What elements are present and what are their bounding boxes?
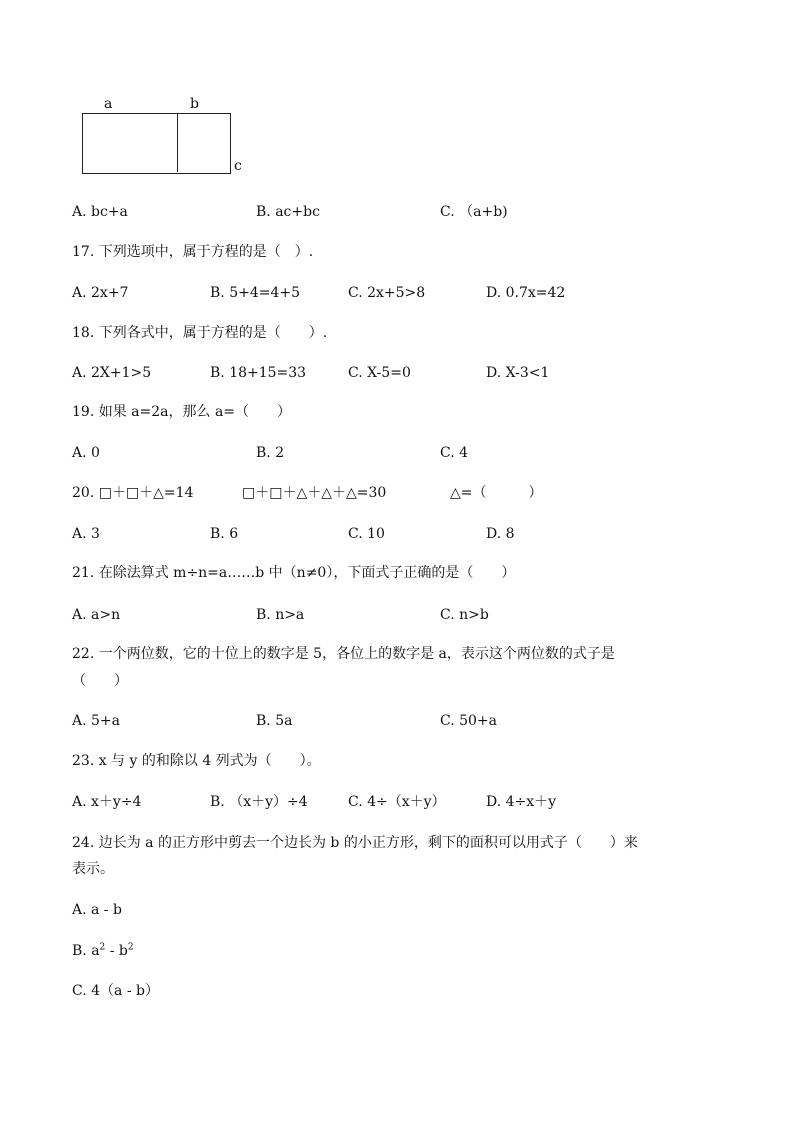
q23-stem: 23. x 与 y 的和除以 4 列式为（ ）。 bbox=[72, 753, 321, 769]
rectangle-divider bbox=[177, 113, 178, 172]
q20-option-d: D. 8 bbox=[486, 526, 515, 542]
q18-option-d: D. X-3<1 bbox=[486, 365, 550, 381]
q24-option-a: A. a - b bbox=[72, 902, 122, 918]
q24-option-b-middle: - b bbox=[105, 943, 128, 959]
q17-option-a: A. 2x+7 bbox=[72, 285, 129, 301]
q20-stem-part2: □＋□＋△＋△＋△=30 bbox=[242, 485, 387, 501]
q16-option-a: A. bc+a bbox=[72, 204, 128, 220]
q20-stem-part1: 20. □＋□＋△=14 bbox=[72, 485, 194, 501]
q17-option-b: B. 5+4=4+5 bbox=[210, 285, 301, 301]
q20-stem-part3: △=（ ） bbox=[450, 485, 543, 501]
q20-option-c: C. 10 bbox=[348, 526, 385, 542]
q19-option-b: B. 2 bbox=[256, 445, 285, 461]
q24-option-b-exponent-2: 2 bbox=[127, 942, 134, 953]
q20-option-a: A. 3 bbox=[72, 526, 100, 542]
q19-stem: 19. 如果 a=2a，那么 a=（ ） bbox=[72, 404, 292, 420]
q18-option-a: A. 2X+1>5 bbox=[72, 365, 152, 381]
q23-option-c: C. 4÷（x＋y） bbox=[348, 794, 446, 810]
q24-option-b-prefix: B. a bbox=[72, 943, 100, 959]
figure-label-c: c bbox=[234, 158, 242, 174]
q23-option-b: B. （x＋y）÷4 bbox=[210, 794, 308, 810]
q22-stem-line1: 22. 一个两位数，它的十位上的数字是 5，各位上的数字是 a，表示这个两位数的式子是 bbox=[72, 646, 615, 662]
q23-option-d: D. 4÷x＋y bbox=[486, 794, 557, 810]
q24-stem-line1: 24. 边长为 a 的正方形中剪去一个边长为 b 的小正方形，剩下的面积可以用式子（ ）来 bbox=[72, 835, 638, 851]
q24-stem-line2: 表示。 bbox=[72, 861, 114, 877]
q19-option-c: C. 4 bbox=[440, 445, 469, 461]
q22-stem-line2: （ ） bbox=[72, 673, 128, 689]
q16-option-b: B. ac+bc bbox=[256, 204, 320, 220]
q21-stem: 21. 在除法算式 m÷n=a……b 中（n≠0），下面式子正确的是（ ） bbox=[72, 565, 516, 581]
q20-option-b: B. 6 bbox=[210, 526, 239, 542]
q22-option-c: C. 50+a bbox=[440, 713, 498, 729]
q24-option-b-exponent-1: 2 bbox=[99, 942, 106, 953]
q24-option-b bbox=[72, 942, 134, 960]
q19-option-a: A. 0 bbox=[72, 445, 100, 461]
q17-stem: 17. 下列选项中，属于方程的是（ ）. bbox=[72, 244, 314, 260]
q21-option-b: B. n>a bbox=[256, 607, 305, 623]
figure-label-a: a bbox=[104, 96, 113, 112]
rectangle-outline bbox=[82, 113, 231, 174]
q22-option-a: A. 5+a bbox=[72, 713, 120, 729]
q24-option-c: C. 4（a - b） bbox=[72, 983, 159, 999]
q22-option-b: B. 5a bbox=[256, 713, 293, 729]
q23-option-a: A. x＋y÷4 bbox=[72, 794, 142, 810]
q18-option-b: B. 18+15=33 bbox=[210, 365, 307, 381]
q17-option-d: D. 0.7x=42 bbox=[486, 285, 566, 301]
q18-option-c: C. X-5=0 bbox=[348, 365, 411, 381]
q21-option-c: C. n>b bbox=[440, 607, 489, 623]
q18-stem: 18. 下列各式中，属于方程的是（ ）. bbox=[72, 325, 328, 341]
q21-option-a: A. a>n bbox=[72, 607, 121, 623]
q16-option-c: C. （a+b) bbox=[440, 204, 508, 220]
q17-option-c: C. 2x+5>8 bbox=[348, 285, 426, 301]
figure-label-b: b bbox=[190, 96, 199, 112]
